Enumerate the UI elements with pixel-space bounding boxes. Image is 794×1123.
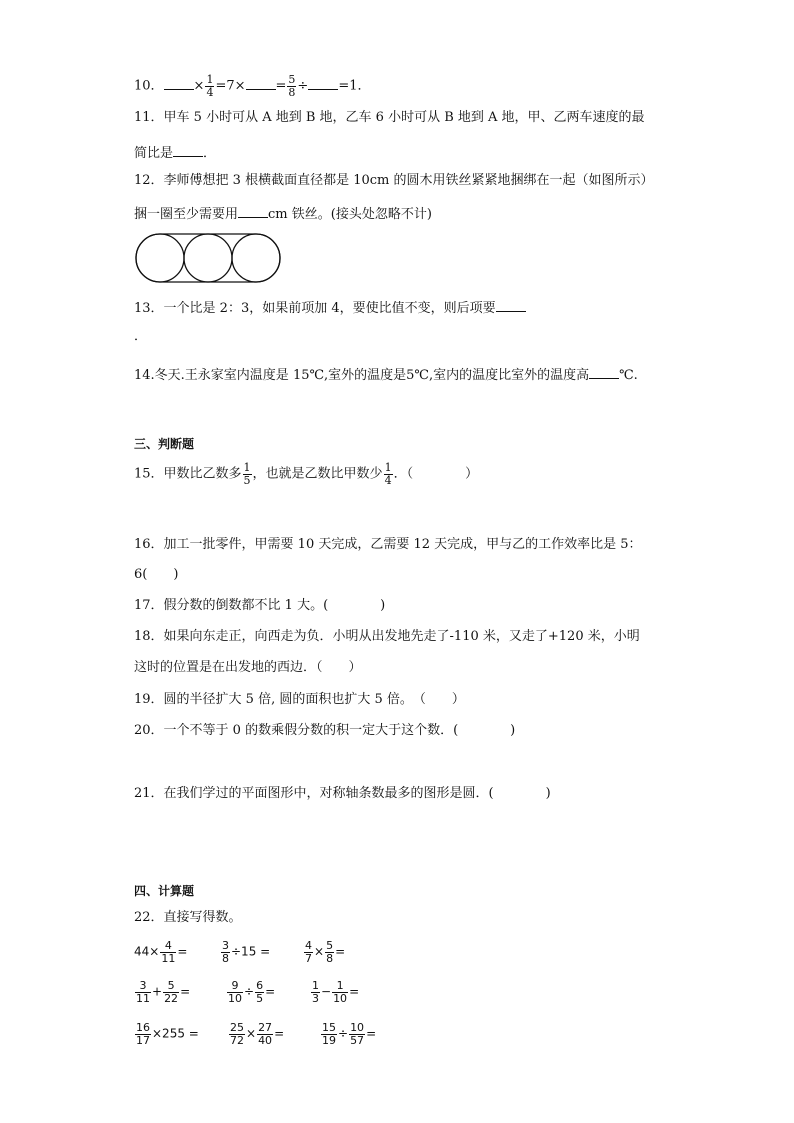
answer-blank[interactable]: [308, 77, 338, 90]
fraction: $\frac{16}{17}$: [136, 1021, 150, 1047]
fraction: $\frac{1}{4}$: [384, 461, 392, 487]
fraction: $\frac{27}{40}$: [258, 1021, 273, 1047]
answer-blank[interactable]: [496, 299, 526, 312]
question-21[interactable]: 21．在我们学过的平面图形中，对称轴条数最多的图形是圆．( ): [134, 786, 551, 801]
fraction: $\frac{3}{8}$: [222, 939, 229, 965]
fraction: $\frac{1}{3}$: [312, 979, 319, 1005]
question-14: 14.冬天.王永家室内温度是 15℃,室外的温度是5℃,室内的温度比室外的温度高 ℃.: [134, 368, 638, 383]
fraction: $\frac{4}{11}$: [161, 939, 176, 965]
binding-wire: [136, 234, 280, 282]
fraction: $\frac{10}{57}$: [350, 1021, 365, 1047]
calc-r3c2: $\frac{25}{72}$ × $\frac{27}{40}$ =: [230, 1021, 285, 1047]
calc-r2c2: $\frac{9}{10}$ ÷ $\frac{6}{5}$ =: [228, 979, 276, 1005]
question-16-line2[interactable]: 6( ): [134, 567, 179, 582]
answer-blank[interactable]: [246, 77, 276, 90]
question-13: 13．一个比是 2：3，如果前项加 4，要使比值不变，则后项要: [134, 299, 526, 315]
calc-r1c3: $\frac{4}{7}$ × $\frac{5}{8}$ =: [305, 939, 346, 965]
question-12-line1: 12．李师傅想把 3 根横截面直径都是 10cm 的圆木用铁丝紧紧地捆绑在一起（如图所示）: [134, 173, 654, 188]
calc-r2c3: $\frac{1}{3}$ − $\frac{1}{10}$ =: [312, 979, 360, 1005]
answer-blank[interactable]: [238, 205, 268, 218]
question-19[interactable]: 19．圆的半径扩大 5 倍, 圆的面积也扩大 5 倍。 （ ）: [134, 692, 465, 707]
fraction: $\frac{9}{10}$: [228, 979, 242, 1005]
calc-r1c1: 44× $\frac{4}{11}$ =: [134, 939, 188, 965]
section-heading-judgement: 三、判断题: [134, 437, 195, 451]
question-11-line1: 11．甲车 5 小时可从 A 地到 B 地，乙车 6 小时可从 B 地到 A 地，甲、乙两车速度的最: [134, 110, 645, 125]
question-17[interactable]: 17．假分数的倒数都不比 1 大。( ): [134, 598, 386, 613]
fraction: $\frac{1}{10}$: [333, 979, 348, 1005]
log-circle: [184, 234, 232, 282]
question-20[interactable]: 20．一个不等于 0 的数乘假分数的积一定大于这个数．( ): [134, 723, 516, 738]
fraction: $\frac{5}{22}$: [164, 979, 179, 1005]
calc-r3c1: $\frac{16}{17}$ ×255 =: [136, 1021, 199, 1047]
three-logs-figure: [134, 232, 284, 284]
fraction: $\frac{15}{19}$: [322, 1021, 336, 1047]
fraction: $\frac{4}{7}$: [305, 939, 312, 965]
fraction: $\frac{5}{8}$: [326, 939, 334, 965]
question-10: 10． × $\frac{1}{4}$ =7× = $\frac{5}{8}$ ÷ =1．: [134, 73, 371, 99]
fraction: $\frac{5}{8}$: [288, 73, 296, 99]
fraction: $\frac{1}{5}$: [243, 461, 251, 487]
question-13-period: ．: [134, 329, 148, 344]
log-circle: [232, 234, 280, 282]
calc-r1c2: $\frac{3}{8}$ ÷15 =: [222, 939, 271, 965]
answer-blank[interactable]: [164, 77, 194, 90]
fraction: $\frac{25}{72}$: [230, 1021, 244, 1047]
question-18-line1: 18．如果向东走正，向西走为负．小明从出发地先走了-110 米，又走了+120 米，小明: [134, 629, 640, 644]
question-12-line2: 捆一圈至少需要用 cm 铁丝。(接头处忽略不计): [134, 207, 432, 222]
question-15: 15．甲数比乙数多 $\frac{1}{5}$ ，也就是乙数比甲数少 $\frac{1}{4}$ ．（ ）: [134, 461, 479, 487]
question-22: 22．直接写得数。: [134, 910, 242, 925]
answer-parens[interactable]: ．（ ）: [393, 466, 479, 482]
section-heading-calculation: 四、计算题: [134, 884, 195, 898]
fraction: $\frac{6}{5}$: [256, 979, 264, 1005]
answer-blank[interactable]: [173, 144, 203, 157]
answer-blank[interactable]: [589, 366, 619, 379]
fraction: $\frac{1}{4}$: [206, 73, 214, 99]
fraction: $\frac{3}{11}$: [136, 979, 150, 1005]
calc-r2c1: $\frac{3}{11}$ + $\frac{5}{22}$ =: [136, 979, 191, 1005]
calc-r3c3: $\frac{15}{19}$ ÷ $\frac{10}{57}$ =: [322, 1021, 377, 1047]
question-18-line2[interactable]: 这时的位置是在出发地的西边．（ ）: [134, 660, 362, 675]
question-11-line2: 简比是 ．: [134, 146, 217, 161]
question-16-line1: 16．加工一批零件，甲需要 10 天完成，乙需要 12 天完成，甲与乙的工作效率比是 5：: [134, 537, 642, 552]
log-circle: [136, 234, 184, 282]
